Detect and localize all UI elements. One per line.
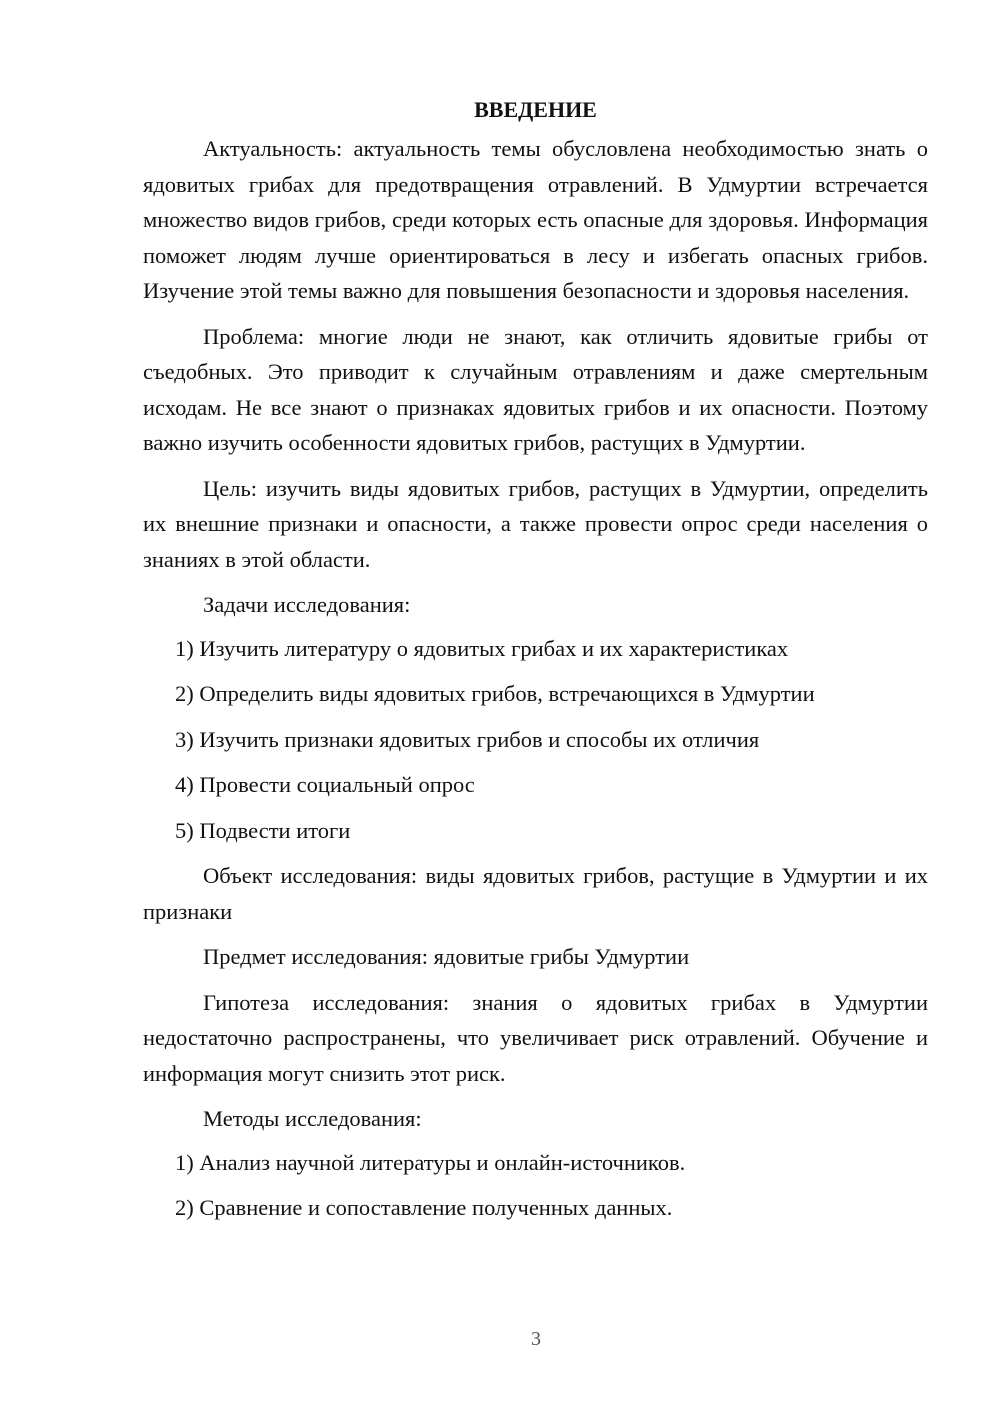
page-content [143, 92, 928, 1226]
tasks-list [143, 631, 928, 849]
methods-heading: Методы исследования: [203, 1106, 422, 1131]
list-item: 2) Определить виды ядовитых грибов, встречающихся в Удмуртии [175, 681, 815, 706]
page-title: ВВЕДЕНИЕ [474, 97, 597, 122]
problem-paragraph: Проблема: многие люди не знают, как отличить ядовитые грибы от съедобных. Это приводит к случайным отравлениям и даже смертельным исходам. Не все знают о признаках ядовитых грибов и их опасности. Поэтому важно изучить особенности ядовитых грибов, растущих в Удмуртии. [143, 323, 928, 455]
list-item: 3) Изучить признаки ядовитых грибов и способы их отличия [175, 726, 760, 752]
hypothesis-paragraph: Гипотеза исследования: знания о ядовитых грибах в Удмуртии недостаточно распространены, что увеличивает риск отравлений. Обучение и информация могут снизить этот риск. [143, 989, 928, 1086]
relevance-paragraph: Актуальность: актуальность темы обусловлена необходимостью знать о ядовитых грибах для предотвращения отравлений. В Удмуртии встречается множество видов грибов, среди которых есть опасные для здоровья. Информация поможет людям лучше ориентироваться в лесу и избегать опасных грибов. Изучение этой темы важно для повышения безопасности и здоровья населения. [143, 136, 928, 303]
list-item: 2) Сравнение и сопоставление полученных данных. [175, 1195, 673, 1220]
goal-paragraph: Цель: изучить виды ядовитых грибов, растущих в Удмуртии, определить их внешние признаки и опасности, а также провести опрос среди населения о знаниях в этой области. [143, 475, 928, 572]
page-number: 3 [531, 1328, 541, 1350]
object-paragraph: Объект исследования: виды ядовитых грибов, растущие в Удмуртии и их признаки [143, 863, 928, 924]
list-item: 1) Изучить литературу о ядовитых грибах и их характеристиках [175, 635, 789, 661]
list-item: 5) Подвести итоги [175, 817, 351, 843]
list-item: 1) Анализ научной литературы и онлайн-источников. [175, 1149, 686, 1175]
list-item: 4) Провести социальный опрос [175, 772, 475, 797]
subject-paragraph: Предмет исследования: ядовитые грибы Удмуртии [203, 944, 690, 969]
methods-list [143, 1145, 928, 1226]
tasks-heading: Задачи исследования: [203, 592, 411, 617]
